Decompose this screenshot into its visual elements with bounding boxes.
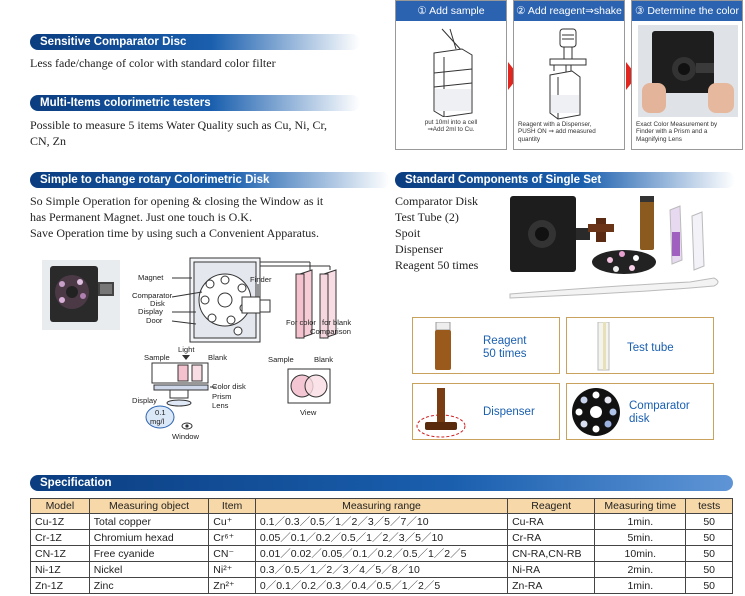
component-label-test-tube: Test tube [627, 342, 674, 354]
step-2-desc-2: PUSH ON ⇒ add measured [518, 128, 596, 136]
component-box-dispenser [412, 383, 560, 440]
col-measuring-range: Measuring range [255, 499, 507, 514]
table-row [31, 530, 733, 546]
step-1-desc-1: put 10ml into a cell [424, 119, 478, 126]
step-2-title: ② Add reagent⇒shake [514, 1, 624, 21]
table-header-row [31, 499, 733, 514]
dispenser-icon [415, 386, 471, 439]
cell-tests: 50 [686, 578, 733, 594]
standard-item-2: Test Tube (2) [395, 210, 459, 224]
component-box-test-tube [566, 317, 714, 374]
component-label-reagent-2: 50 times [483, 348, 527, 360]
measuring-photo [638, 25, 738, 117]
step-3-desc-3: Magnifying Lens [636, 135, 682, 143]
step-3-desc-2: Finder with a Prism and a [636, 128, 708, 136]
cell-reagent: Cu-RA [508, 514, 595, 530]
section-header-standard: Standard Components of Single Set [395, 172, 735, 188]
cell-object: Nickel [89, 562, 209, 578]
reagent-bottle-icon [433, 322, 453, 371]
step-3-desc-1: Exact Color Measurement by [636, 121, 718, 128]
step-1-title: ① Add sample [396, 1, 506, 21]
col-item: Item [209, 499, 256, 514]
step-2-desc-3: quantity [518, 135, 541, 143]
label-blank: Blank [208, 353, 227, 362]
col-measuring-time: Measuring time [595, 499, 686, 514]
step-3-title: ③ Determine the color [632, 1, 742, 21]
label-display-2: Display [132, 396, 157, 405]
label-lens: Lens [212, 401, 229, 410]
cell-range: 0.05／0.1／0.2／0.5／1／2／3／5／10 [255, 530, 507, 546]
cell-item: CN⁻ [209, 546, 256, 562]
section-header-comparator-disc: Sensitive Comparator Disc [30, 34, 360, 50]
label-magnet: Magnet [138, 273, 164, 282]
standard-item-3: Spoit [395, 226, 421, 240]
cell-item: Cu⁺ [209, 514, 256, 530]
label-for-color: For color [286, 318, 316, 327]
section-text-comparator-disc: Less fade/change of color with standard color filter [30, 56, 276, 70]
step-add-reagent [513, 0, 625, 150]
section-text-rotary-2: has Permanent Magnet. Just one touch is O.K. [30, 210, 252, 224]
section-text-multi-items-2: CN, Zn [30, 134, 66, 148]
standard-item-4: Dispenser [395, 242, 443, 256]
cell-range: 0.01／0.02／0.05／0.1／0.2／0.5／1／2／5 [255, 546, 507, 562]
step-add-sample [395, 0, 507, 150]
table-row [31, 578, 733, 594]
section-header-rotary-disk: Simple to change rotary Colorimetric Disk [30, 172, 390, 188]
label-light: Light [178, 345, 195, 354]
cell-range: 0.3／0.5／1／2／3／4／5／8／10 [255, 562, 507, 578]
component-box-comparator-disk [566, 383, 714, 440]
cell-model: Ni-1Z [31, 562, 90, 578]
label-disk: Disk [150, 299, 165, 308]
cell-reagent: CN-RA,CN-RB [508, 546, 595, 562]
standard-item-1: Comparator Disk [395, 194, 478, 208]
cell-tests: 50 [686, 546, 733, 562]
cell-reagent: Zn-RA [508, 578, 595, 594]
reading-value: 0.1 [155, 408, 166, 417]
section-text-rotary-1: So Simple Operation for opening & closing the Window as it [30, 194, 324, 208]
cell-model: CN-1Z [31, 546, 90, 562]
label-view-blank: Blank [314, 355, 333, 364]
component-label-comparator-1: Comparator [629, 400, 690, 412]
mechanism-diagram [130, 252, 390, 442]
cell-tests: 50 [686, 530, 733, 546]
cell-object: Zinc [89, 578, 209, 594]
cell-reagent: Cr-RA [508, 530, 595, 546]
step-determine-color [631, 0, 743, 150]
col-tests: tests [686, 499, 733, 514]
col-model: Model [31, 499, 90, 514]
table-row [31, 514, 733, 530]
cell-item: Zn²⁺ [209, 578, 256, 594]
label-prism: Prism [212, 392, 232, 401]
table-row [31, 562, 733, 578]
label-sample: Sample [144, 353, 170, 362]
single-set-photo [500, 190, 728, 308]
cell-range: 0／0.1／0.2／0.3／0.4／0.5／1／2／5 [255, 578, 507, 594]
component-label-reagent-1: Reagent [483, 335, 527, 347]
label-display: Display [138, 307, 163, 316]
cell-tests: 50 [686, 514, 733, 530]
col-measuring-object: Measuring object [89, 499, 209, 514]
label-door: Door [146, 316, 163, 325]
cell-model: Cu-1Z [31, 514, 90, 530]
cell-tests: 50 [686, 562, 733, 578]
cell-item: Ni²⁺ [209, 562, 256, 578]
step-2-desc-1: Reagent with a Dispenser, [518, 121, 592, 128]
dispenser-illustration [534, 25, 604, 121]
label-view-sample: Sample [268, 355, 294, 364]
reading-unit: mg/l [150, 417, 165, 426]
label-comparison: Comparison [310, 327, 351, 336]
cell-object: Chromium hexad [89, 530, 209, 546]
cell-reagent: Ni-RA [508, 562, 595, 578]
label-finder: Finder [250, 275, 272, 284]
test-tube-icon [597, 322, 611, 371]
cell-time: 1min. [595, 578, 686, 594]
section-header-specification: Specification [30, 475, 733, 491]
standard-item-5: Reagent 50 times [395, 258, 479, 272]
col-reagent: Reagent [508, 499, 595, 514]
label-window: Window [172, 432, 200, 441]
table-row [31, 546, 733, 562]
component-label-dispenser: Dispenser [483, 406, 535, 418]
comparator-disk-icon [571, 387, 621, 437]
cell-range: 0.1／0.3／0.5／1／2／3／5／7／10 [255, 514, 507, 530]
cell-time: 2min. [595, 562, 686, 578]
cell-time: 10min. [595, 546, 686, 562]
cell-model: Zn-1Z [31, 578, 90, 594]
label-color-disk: Color disk [212, 382, 246, 391]
label-comparator: Comparator [132, 291, 173, 300]
cell-illustration [416, 27, 486, 117]
component-label-comparator-2: disk [629, 413, 650, 425]
cell-model: Cr-1Z [31, 530, 90, 546]
section-text-rotary-3: Save Operation time by using such a Convenient Apparatus. [30, 226, 319, 240]
cell-object: Total copper [89, 514, 209, 530]
step-1-desc-2: ⇒Add 2ml to Cu. [427, 126, 475, 134]
device-photo [42, 260, 120, 330]
section-text-multi-items-1: Possible to measure 5 items Water Quality such as Cu, Ni, Cr, [30, 118, 327, 132]
component-box-reagent [412, 317, 560, 374]
cell-time: 5min. [595, 530, 686, 546]
specification-table [30, 498, 733, 594]
cell-time: 1min. [595, 514, 686, 530]
label-for-blank: for blank [322, 318, 352, 327]
section-header-multi-items: Multi-Items colorimetric testers [30, 95, 360, 111]
cell-object: Free cyanide [89, 546, 209, 562]
cell-item: Cr⁶⁺ [209, 530, 256, 546]
label-view: View [300, 408, 317, 417]
